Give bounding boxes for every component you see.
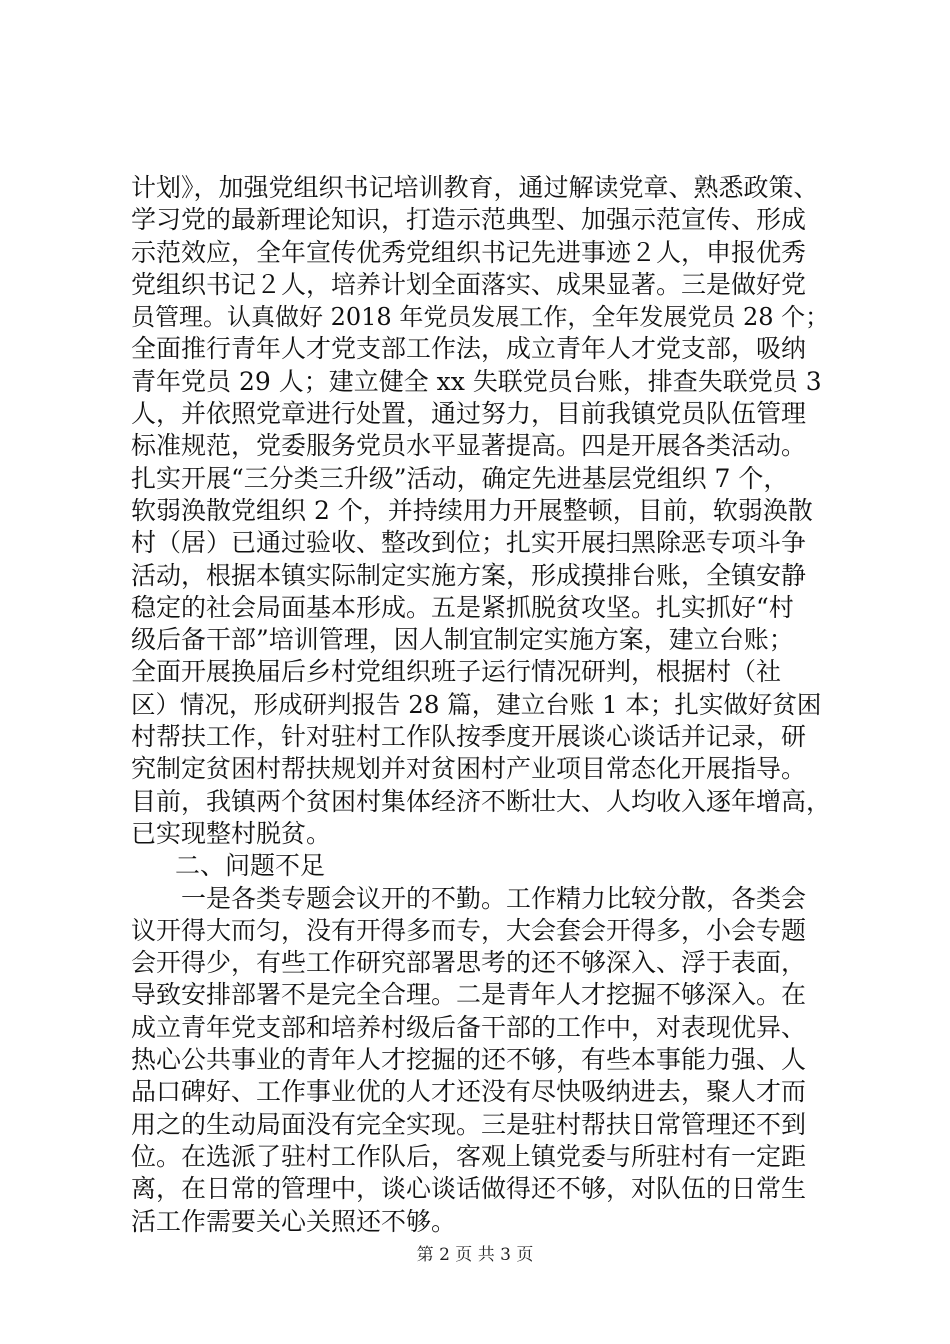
- paragraph-line: 究制定贫困村帮扶规划并对贫困村产业项目常态化开展指导。: [131, 754, 807, 784]
- page-indicator: 第 2 页 共 3 页: [416, 1245, 534, 1265]
- paragraph-line: 会开得少，有些工作研究部署思考的还不够深入、浮于表面，: [131, 948, 807, 978]
- paragraph-line: 全面开展换届后乡村党组织班子运行情况研判，根据村（社: [131, 657, 782, 687]
- paragraph-line: 热心公共事业的青年人才挖掘的还不够，有些本事能力强、人: [131, 1045, 807, 1075]
- paragraph-line: 稳定的社会局面基本形成。五是紧抓脱贫攻坚。扎实抓好“村: [131, 592, 794, 622]
- paragraph-line: 目前，我镇两个贫困村集体经济不断壮大、人均收入逐年增高，: [131, 786, 831, 816]
- paragraph-line: 员管理。认真做好 2018 年党员发展工作，全年发展党员 28 个；: [131, 303, 830, 332]
- paragraph-line: 学习党的最新理论知识，打造示范典型、加强示范宣传、形成: [131, 205, 807, 235]
- paragraph-line: 活工作需要关心关照还不够。: [131, 1206, 457, 1236]
- section-heading: 二、问题不足: [175, 851, 326, 881]
- paragraph-line: 位。在选派了驻村工作队后，客观上镇党委与所驻村有一定距: [131, 1141, 807, 1171]
- paragraph-line: 品口碑好、工作事业优的人才还没有尽快吸纳进去，聚人才而: [131, 1077, 807, 1107]
- paragraph-line: 级后备干部”培训管理，因人制宜制定实施方案，建立台账；: [131, 625, 794, 655]
- paragraph-line: 党组织书记２人，培养计划全面落实、成果显著。三是做好党: [131, 269, 807, 299]
- paragraph-line: 人，并依照党章进行处置，通过努力，目前我镇党员队伍管理: [131, 399, 807, 429]
- paragraph-line: 全面推行青年人才党支部工作法，成立青年人才党支部，吸纳: [131, 334, 807, 364]
- paragraph-line: 计划》，加强党组织书记培训教育，通过解读党章、熟悉政策、: [131, 173, 819, 202]
- paragraph-line: 用之的生动局面没有完全实现。三是驻村帮扶日常管理还不到: [131, 1109, 807, 1139]
- paragraph-line: 软弱涣散党组织 2 个，并持续用力开展整顿，目前，软弱涣散: [131, 495, 813, 525]
- paragraph-line: 成立青年党支部和培养村级后备干部的工作中，对表现优异、: [131, 1012, 807, 1042]
- paragraph-line: 离，在日常的管理中，谈心谈话做得还不够，对队伍的日常生: [131, 1174, 807, 1204]
- paragraph-line: 标准规范，党委服务党员水平显著提高。四是开展各类活动。: [131, 431, 807, 461]
- document-body: [131, 172, 831, 1238]
- paragraph-line: 村（居）已通过验收、整改到位；扎实开展扫黑除恶专项斗争: [131, 528, 807, 558]
- paragraph-line: 一是各类专题会议开的不勤。工作精力比较分散，各类会: [181, 883, 807, 913]
- paragraph-line: 已实现整村脱贫。: [131, 818, 332, 848]
- paragraph-line: 议开得大而匀，没有开得多而专，大会套会开得多，小会专题: [131, 915, 807, 945]
- paragraph-line: 村帮扶工作，针对驻村工作队按季度开展谈心谈话并记录，研: [131, 722, 807, 752]
- paragraph-line: 导致安排部署不是完全合理。二是青年人才挖掘不够深入。在: [131, 980, 807, 1010]
- paragraph-line: 示范效应，全年宣传优秀党组织书记先进事迹２人，申报优秀: [131, 237, 807, 267]
- paragraph-line: 扎实开展“三分类三升级”活动，确定先进基层党组织 7 个，: [131, 463, 789, 493]
- page-footer: [0, 1240, 950, 1265]
- paragraph-line: 活动，根据本镇实际制定实施方案，形成摸排台账，全镇安静: [131, 560, 807, 590]
- paragraph-line: 区）情况，形成研判报告 28 篇，建立台账 1 本；扎实做好贫困: [131, 689, 822, 719]
- paragraph-line: 青年党员 29 人；建立健全 xx 失联党员台账，排查失联党员 3: [131, 366, 822, 396]
